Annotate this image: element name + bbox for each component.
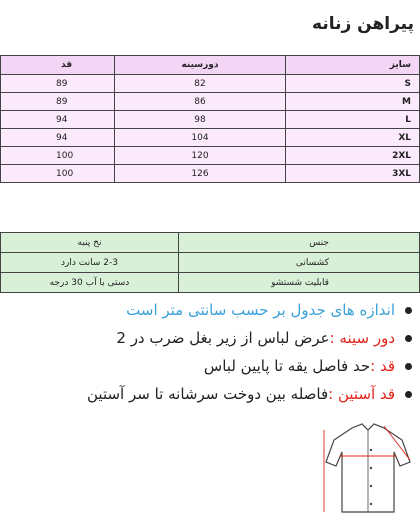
- info-key: جنس: [179, 233, 420, 253]
- cell-length: 89: [1, 93, 115, 111]
- cell-size: M: [286, 93, 420, 111]
- note-length-text: حد فاصل یقه تا پایین لباس: [203, 357, 371, 375]
- list-item: [2, 296, 412, 324]
- size-table-header-row: [1, 56, 420, 75]
- cell-size: 2XL: [286, 147, 420, 165]
- list-item: [2, 324, 412, 352]
- table-row: [1, 111, 420, 129]
- cell-chest: 82: [115, 75, 286, 93]
- info-row: [1, 253, 420, 273]
- cell-size: XL: [286, 129, 420, 147]
- note-length-label: قد :: [370, 357, 395, 375]
- info-value: 2-3 سانت دارد: [1, 253, 179, 273]
- cell-length: 89: [1, 75, 115, 93]
- note-sleeve-label: قد آستین :: [328, 385, 395, 403]
- bullet-icon: [405, 335, 412, 342]
- table-row: [1, 75, 420, 93]
- note-units: اندازه های جدول بر حسب سانتی متر است: [126, 301, 395, 319]
- table-row: [1, 165, 420, 183]
- list-item: [2, 352, 412, 380]
- cell-length: 100: [1, 165, 115, 183]
- note-chest-text: عرض لباس از زیر بغل ضرب در 2: [116, 329, 330, 347]
- size-table: [0, 55, 420, 183]
- cell-length: 100: [1, 147, 115, 165]
- cell-chest: 104: [115, 129, 286, 147]
- bullet-icon: [405, 391, 412, 398]
- bullet-icon: [405, 363, 412, 370]
- cell-size: L: [286, 111, 420, 129]
- info-row: [1, 233, 420, 253]
- header-length: قد: [1, 56, 115, 75]
- info-value: دستی با آب 30 درجه: [1, 273, 179, 293]
- cell-chest: 120: [115, 147, 286, 165]
- cell-size: S: [286, 75, 420, 93]
- cell-chest: 126: [115, 165, 286, 183]
- table-row: [1, 129, 420, 147]
- info-table: [0, 232, 420, 293]
- page-title: پیراهن زنانه: [312, 14, 414, 34]
- shirt-diagram-icon: [322, 420, 414, 522]
- note-sleeve-text: فاصله بین دوخت سرشانه تا سر آستین: [87, 385, 329, 403]
- note-chest-label: دور سینه :: [329, 329, 395, 347]
- list-item: [2, 380, 412, 408]
- header-chest: دورسینه: [115, 56, 286, 75]
- info-value: نخ پنبه: [1, 233, 179, 253]
- table-row: [1, 93, 420, 111]
- cell-chest: 86: [115, 93, 286, 111]
- cell-chest: 98: [115, 111, 286, 129]
- cell-length: 94: [1, 129, 115, 147]
- table-row: [1, 147, 420, 165]
- notes-list: [2, 296, 412, 408]
- header-size: سایز: [286, 56, 420, 75]
- info-key: قابلیت شستشو: [179, 273, 420, 293]
- bullet-icon: [405, 307, 412, 314]
- info-key: کشسانی: [179, 253, 420, 273]
- cell-size: 3XL: [286, 165, 420, 183]
- info-row: [1, 273, 420, 293]
- cell-length: 94: [1, 111, 115, 129]
